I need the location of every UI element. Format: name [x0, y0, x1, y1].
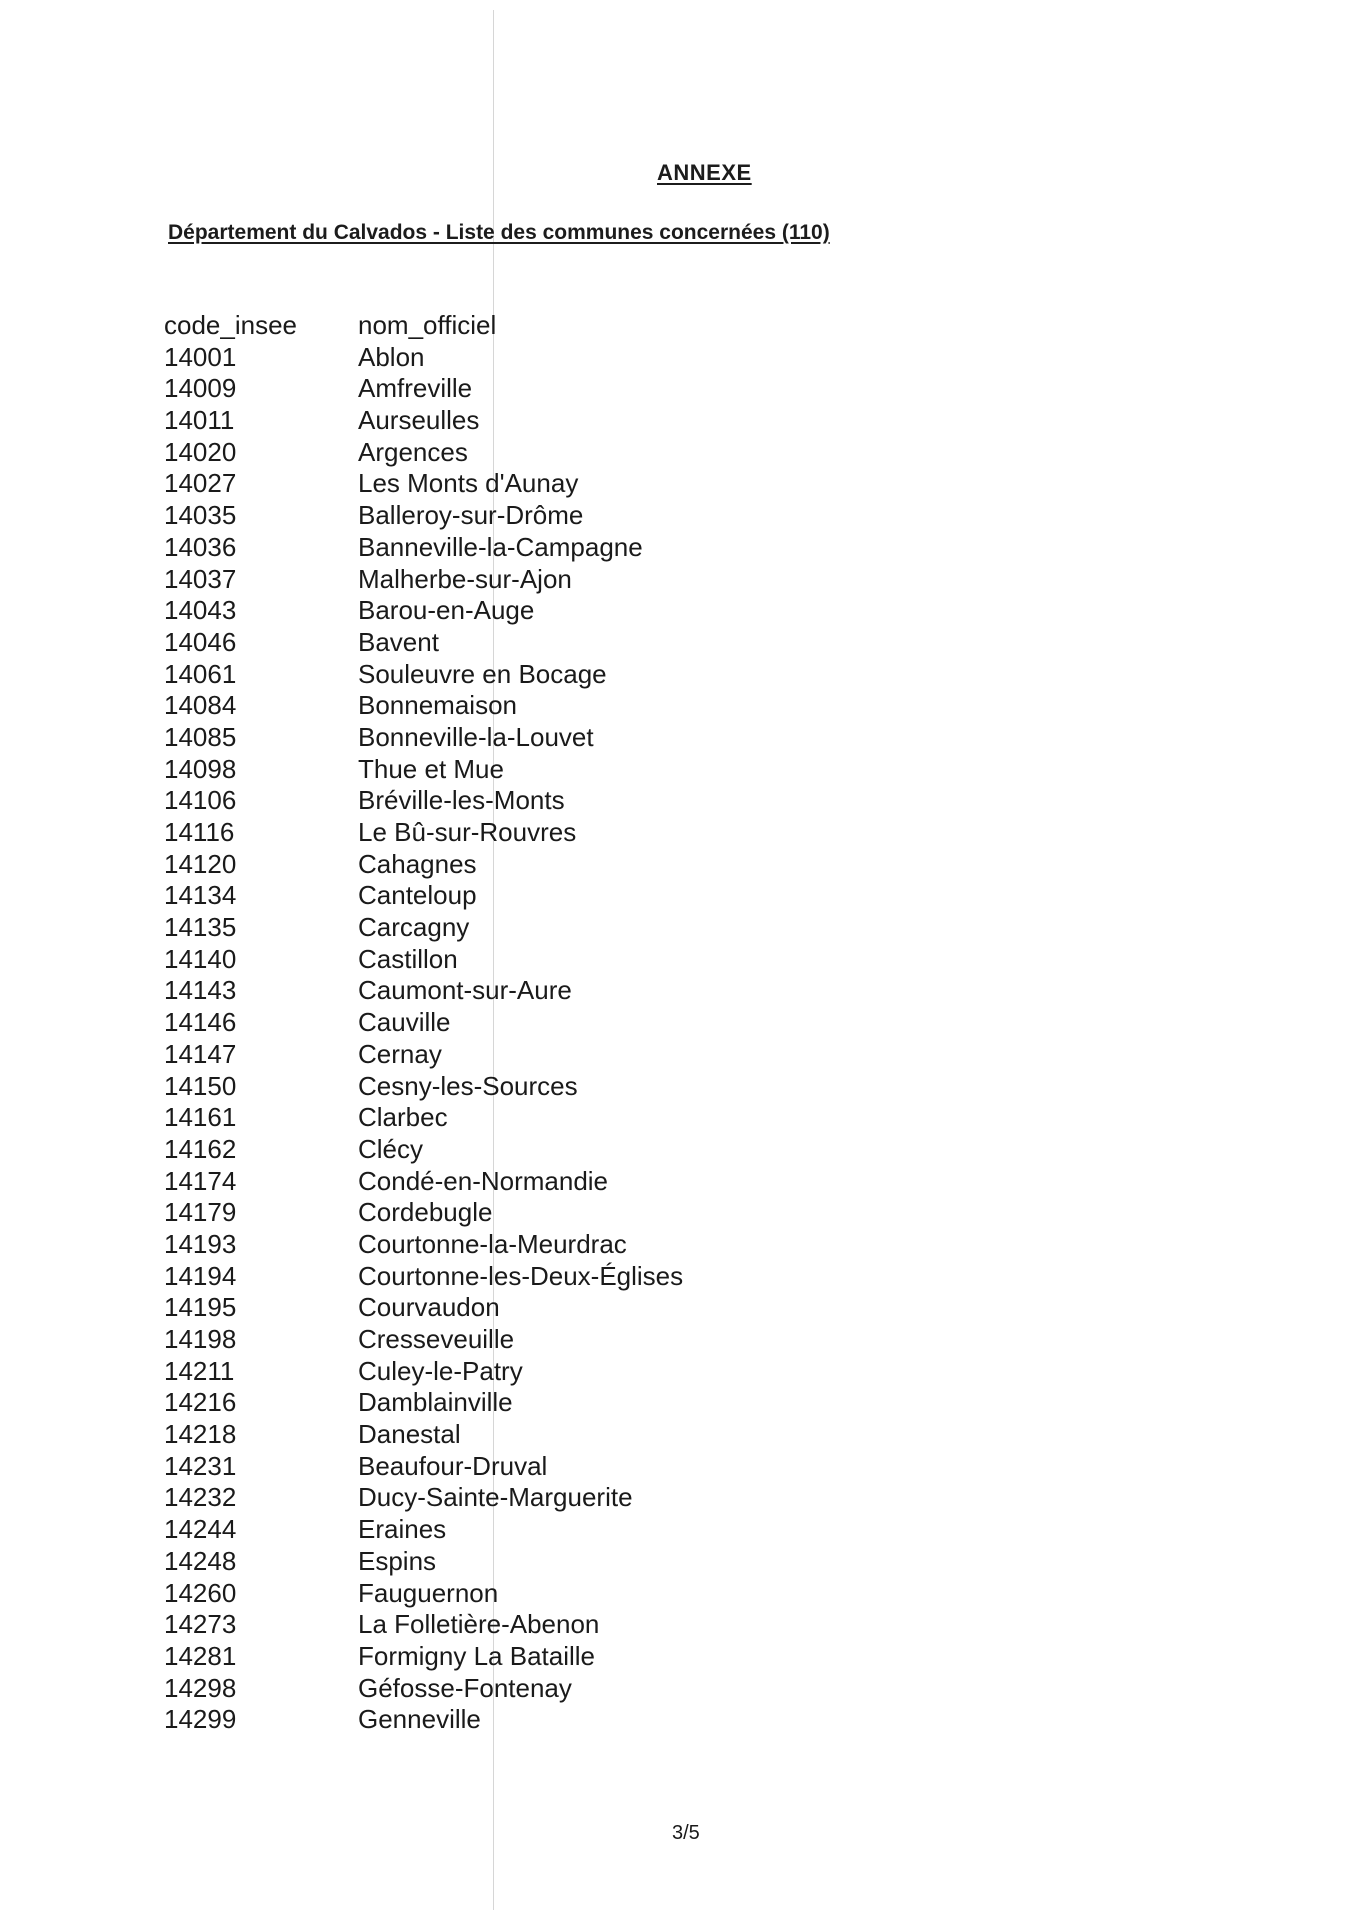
commune-code: 14061: [164, 658, 237, 689]
commune-name: Bréville-les-Monts: [358, 785, 565, 816]
commune-name: Amfreville: [358, 373, 473, 404]
commune-code: 14193: [164, 1228, 237, 1259]
commune-code: 14216: [164, 1387, 237, 1418]
commune-code: 14011: [164, 405, 235, 436]
commune-name: Banneville-la-Campagne: [358, 531, 643, 562]
commune-code: 14116: [164, 817, 235, 847]
commune-name: Courtonne-la-Meurdrac: [358, 1228, 627, 1259]
commune-name: Thue et Mue: [358, 753, 504, 784]
page-number: 3/5: [672, 1822, 700, 1844]
commune-code: 14146: [164, 1007, 237, 1038]
commune-code: 14098: [164, 753, 237, 784]
commune-code: 14120: [164, 848, 237, 879]
commune-name: Fauguernon: [358, 1577, 499, 1608]
commune-code: 14218: [164, 1419, 237, 1450]
commune-code: 14281: [164, 1640, 237, 1671]
commune-code: 14260: [164, 1577, 237, 1608]
commune-name: Courtonne-les-Deux-Églises: [358, 1260, 684, 1291]
document-subtitle: Département du Calvados - Liste des communes concernées (110): [168, 221, 830, 244]
commune-code: 14140: [164, 943, 237, 974]
commune-name: Castillon: [358, 943, 458, 974]
commune-name: Courvaudon: [358, 1292, 500, 1323]
commune-name: Genneville: [358, 1704, 481, 1735]
commune-code: 14150: [164, 1070, 237, 1101]
commune-code: 14248: [164, 1545, 237, 1576]
commune-code: 14174: [164, 1165, 237, 1196]
commune-name: Géfosse-Fontenay: [358, 1672, 572, 1703]
commune-code: 14147: [164, 1038, 237, 1069]
commune-name: La Folletière-Abenon: [358, 1609, 600, 1640]
commune-code: 14037: [164, 563, 237, 594]
commune-code: 14161: [164, 1102, 237, 1133]
commune-name: Beaufour-Druval: [358, 1450, 548, 1481]
commune-code: 14244: [164, 1514, 237, 1545]
commune-name: Les Monts d'Aunay: [358, 468, 579, 499]
commune-name: Balleroy-sur-Drôme: [358, 500, 584, 531]
commune-name: Souleuvre en Bocage: [358, 658, 607, 689]
commune-name: Ducy-Sainte-Marguerite: [358, 1482, 633, 1513]
commune-name: Malherbe-sur-Ajon: [358, 563, 572, 594]
commune-code: 14231: [164, 1450, 237, 1481]
commune-name: Culey-le-Patry: [358, 1355, 523, 1386]
commune-code: 14020: [164, 436, 237, 467]
commune-name: Le Bû-sur-Rouvres: [358, 817, 577, 847]
commune-code: 14232: [164, 1482, 237, 1513]
commune-code: 14084: [164, 690, 237, 721]
commune-name: Cernay: [358, 1038, 442, 1069]
commune-code: 14106: [164, 785, 237, 816]
column-header-code: code_insee: [164, 310, 297, 340]
commune-code: 14143: [164, 975, 237, 1006]
commune-name: Cresseveuille: [358, 1324, 515, 1354]
commune-code: 14273: [164, 1609, 237, 1640]
commune-name: Condé-en-Normandie: [358, 1165, 609, 1196]
commune-name: Clarbec: [358, 1102, 448, 1133]
commune-code: 14043: [164, 595, 237, 626]
commune-name: Espins: [358, 1545, 437, 1576]
commune-code: 14085: [164, 721, 237, 752]
commune-code: 14046: [164, 626, 237, 657]
commune-name: Aurseulles: [358, 405, 480, 436]
commune-name: Clécy: [358, 1133, 424, 1164]
commune-code: 14027: [164, 468, 237, 499]
commune-name: Bonneville-la-Louvet: [358, 721, 594, 752]
commune-name: Bonnemaison: [358, 690, 517, 721]
commune-code: 14298: [164, 1672, 237, 1703]
commune-name: Canteloup: [358, 880, 477, 911]
commune-code: 14211: [164, 1355, 235, 1386]
commune-code: 14198: [164, 1324, 237, 1354]
commune-name: Barou-en-Auge: [358, 595, 535, 626]
commune-code: 14135: [164, 912, 237, 943]
column-header-name: nom_officiel: [358, 310, 497, 340]
commune-name: Ablon: [358, 341, 425, 372]
commune-name: Bavent: [358, 626, 439, 657]
commune-code: 14162: [164, 1133, 237, 1164]
commune-name: Cauville: [358, 1007, 451, 1038]
commune-code: 14001: [164, 341, 237, 372]
commune-name: Eraines: [358, 1514, 447, 1545]
commune-code: 14299: [164, 1704, 237, 1735]
commune-name: Cordebugle: [358, 1197, 493, 1228]
commune-code: 14179: [164, 1197, 237, 1228]
commune-name: Danestal: [358, 1419, 461, 1450]
commune-code: 14194: [164, 1260, 237, 1291]
commune-code: 14009: [164, 373, 237, 404]
commune-name: Damblainville: [358, 1387, 513, 1418]
commune-name: Cahagnes: [358, 848, 477, 879]
commune-code: 14035: [164, 500, 237, 531]
commune-code: 14036: [164, 531, 237, 562]
commune-name: Cesny-les-Sources: [358, 1070, 578, 1101]
commune-name: Argences: [358, 436, 468, 467]
commune-code: 14134: [164, 880, 237, 911]
commune-name: Carcagny: [358, 912, 470, 943]
commune-name: Caumont-sur-Aure: [358, 975, 572, 1006]
annexe-title: ANNEXE: [657, 160, 752, 185]
commune-code: 14195: [164, 1292, 237, 1323]
commune-name: Formigny La Bataille: [358, 1640, 595, 1671]
